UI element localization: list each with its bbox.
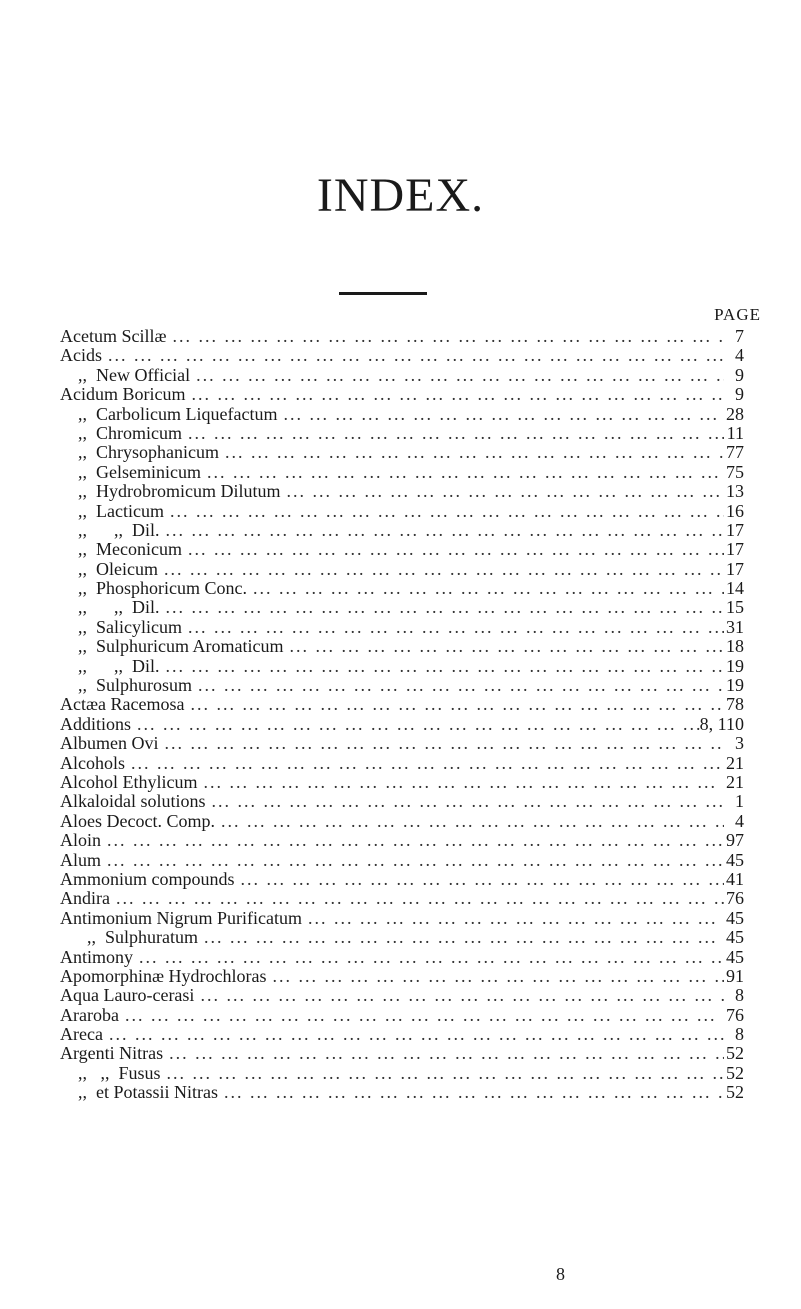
ditto-mark: ,, ,, (60, 520, 132, 540)
entry-page-number: 4 (735, 811, 744, 831)
entry-page-number: 75 (726, 462, 744, 482)
dot-leader (160, 598, 724, 617)
entry-label: Antimonium Nigrum Purificatum (60, 908, 302, 928)
entry-label: Apomorphinæ Hydrochloras (60, 966, 267, 986)
ditto-mark: ,, (60, 462, 96, 482)
entry-label: Fusus (118, 1063, 161, 1083)
dot-leader (125, 754, 724, 773)
entry-page-number: 97 (726, 831, 744, 851)
entry-page-number: 15 (726, 598, 744, 618)
dot-leader (101, 831, 724, 850)
entry-page-number: 52 (726, 1083, 744, 1103)
index-entry (60, 637, 744, 656)
entry-page-number: 11 (726, 423, 744, 443)
entry-label: Alum (60, 850, 102, 870)
index-entry (60, 851, 744, 870)
entry-label: Alcohols (60, 753, 125, 773)
entry-page-number: 19 (726, 676, 744, 696)
index-entry (60, 502, 744, 521)
index-entry (60, 327, 744, 346)
dot-leader (219, 443, 724, 462)
index-entry (60, 346, 744, 365)
index-entry (60, 986, 744, 1005)
entry-page-number: 45 (726, 947, 744, 967)
index-entry (60, 967, 744, 986)
ditto-mark: ,, (60, 928, 105, 948)
entry-page-number: 16 (726, 501, 744, 521)
index-list (60, 327, 744, 1103)
entry-page-number: 8 (735, 1025, 744, 1045)
dot-leader (283, 637, 724, 656)
entry-label: Sulphuratum (105, 928, 198, 948)
index-entry (60, 773, 744, 792)
ditto-mark: ,, ,, (60, 1063, 119, 1083)
entry-page-number: 8, 110 (699, 714, 744, 734)
entry-page-number: 18 (726, 637, 744, 657)
entry-page-number: 9 (735, 385, 744, 405)
dot-leader (247, 579, 724, 598)
entry-label: Acidum Boricum (60, 385, 186, 405)
dot-leader (185, 385, 724, 404)
ditto-mark: ,, (60, 1083, 96, 1103)
entry-page-number: 77 (726, 443, 744, 463)
index-entry (60, 792, 744, 811)
entry-label: Ammonium compounds (60, 869, 235, 889)
index-entry (60, 948, 744, 967)
dot-leader (235, 870, 725, 889)
entry-label: Areca (60, 1025, 103, 1045)
index-entry (60, 812, 744, 831)
index-entry (60, 424, 744, 443)
ditto-mark: ,, ,, (60, 656, 132, 676)
ditto-mark: ,, (60, 540, 96, 560)
index-entry (60, 618, 744, 637)
entry-label: Alkaloidal solutions (60, 792, 206, 812)
index-entry (60, 676, 744, 695)
entry-page-number: 21 (726, 772, 744, 792)
index-entry (60, 870, 744, 889)
ditto-mark: ,, (60, 676, 96, 696)
dot-leader (197, 773, 724, 792)
index-entry (60, 734, 744, 753)
index-entry (60, 560, 744, 579)
index-entry (60, 1064, 744, 1083)
entry-label: Carbolicum Liquefactum (96, 404, 278, 424)
entry-label: Dil. (132, 598, 160, 618)
index-entry (60, 1083, 744, 1102)
entry-page-number: 28 (726, 404, 744, 424)
entry-label: et Potassii Nitras (96, 1083, 218, 1103)
entry-label: Lacticum (96, 501, 164, 521)
entry-page-number: 52 (726, 1063, 744, 1083)
dot-leader (201, 463, 724, 482)
dot-leader (302, 909, 724, 928)
index-entry (60, 715, 744, 734)
dot-leader (215, 812, 724, 831)
ditto-mark: ,, (60, 423, 96, 443)
ditto-mark: ,, (60, 637, 96, 657)
entry-label: Andira (60, 889, 110, 909)
dot-leader (218, 1083, 724, 1102)
dot-leader (182, 424, 724, 443)
dot-leader (266, 967, 724, 986)
dot-leader (160, 521, 724, 540)
entry-label: Argenti Nitras (60, 1044, 164, 1064)
index-entry (60, 405, 744, 424)
entry-page-number: 21 (726, 753, 744, 773)
index-entry (60, 909, 744, 928)
index-entry (60, 928, 744, 947)
ditto-mark: ,, (60, 443, 96, 463)
dot-leader (192, 676, 724, 695)
entry-label: Aqua Lauro-cerasi (60, 986, 195, 1006)
ditto-mark: ,, (60, 617, 96, 637)
dot-leader (167, 327, 725, 346)
entry-page-number: 4 (735, 346, 744, 366)
index-entry (60, 1006, 744, 1025)
entry-label: Sulphurosum (96, 676, 193, 696)
index-entry (60, 754, 744, 773)
entry-page-number: 45 (726, 908, 744, 928)
entry-page-number: 8 (735, 986, 744, 1006)
index-entry (60, 521, 744, 540)
index-entry (60, 831, 744, 850)
entry-label: Dil. (132, 520, 160, 540)
index-entry (60, 598, 744, 617)
ditto-mark: ,, (60, 579, 96, 599)
signature-mark: 8 (556, 1264, 565, 1284)
dot-leader (158, 560, 724, 579)
dot-leader (160, 657, 724, 676)
dot-leader (133, 948, 724, 967)
ditto-mark: ,, (60, 365, 96, 385)
entry-label: Albumen Ovi (60, 734, 159, 754)
entry-label: Phosphoricum Conc. (96, 579, 247, 599)
page-column-header: PAGE (714, 305, 761, 324)
index-entry (60, 695, 744, 714)
entry-label: Salicylicum (96, 617, 182, 637)
entry-label: Araroba (60, 1005, 119, 1025)
entry-label: Alcohol Ethylicum (60, 772, 198, 792)
dot-leader (182, 618, 724, 637)
index-entry (60, 889, 744, 908)
entry-page-number: 76 (726, 1005, 744, 1025)
dot-leader (163, 1044, 724, 1063)
dot-leader (119, 1006, 724, 1025)
entry-page-number: 91 (726, 966, 744, 986)
entry-page-number: 78 (726, 695, 744, 715)
entry-label: Meconicum (96, 540, 182, 560)
index-entry (60, 463, 744, 482)
ditto-mark: ,, (60, 482, 96, 502)
entry-page-number: 41 (726, 869, 744, 889)
entry-label: Dil. (132, 656, 160, 676)
dot-leader (161, 1064, 724, 1083)
dot-leader (159, 734, 725, 753)
entry-label: Aloin (60, 831, 102, 851)
entry-label: Additions (60, 714, 132, 734)
dot-leader (206, 792, 725, 811)
page-title: INDEX. (316, 169, 485, 222)
index-entry (60, 657, 744, 676)
entry-label: Actæa Racemosa (60, 695, 185, 715)
entry-page-number: 17 (726, 559, 744, 579)
dot-leader (280, 482, 724, 501)
entry-page-number: 1 (735, 792, 744, 812)
index-entry (60, 1025, 744, 1044)
entry-page-number: 17 (726, 520, 744, 540)
ditto-mark: ,, ,, (60, 598, 132, 618)
dot-leader (198, 928, 724, 947)
entry-label: Gelseminicum (96, 462, 201, 482)
dot-leader (164, 502, 724, 521)
dot-leader (102, 346, 724, 365)
title-divider (339, 292, 427, 295)
entry-page-number: 9 (735, 365, 744, 385)
dot-leader (182, 540, 724, 559)
index-entry (60, 482, 744, 501)
entry-page-number: 14 (726, 579, 744, 599)
entry-label: New Official (96, 365, 191, 385)
index-entry (60, 1044, 744, 1063)
ditto-mark: ,, (60, 404, 96, 424)
index-entry (60, 366, 744, 385)
entry-page-number: 76 (726, 889, 744, 909)
entry-label: Sulphuricum Aromaticum (96, 637, 284, 657)
entry-label: Acetum Scillæ (60, 327, 167, 346)
entry-label: Aloes Decoct. Comp. (60, 811, 215, 831)
entry-page-number: 45 (726, 850, 744, 870)
ditto-mark: ,, (60, 501, 96, 521)
dot-leader (194, 986, 724, 1005)
dot-leader (101, 851, 724, 870)
entry-page-number: 17 (726, 540, 744, 560)
entry-label: Chrysophanicum (96, 443, 219, 463)
entry-label: Chromicum (96, 423, 182, 443)
dot-leader (184, 695, 724, 714)
entry-page-number: 19 (726, 656, 744, 676)
index-entry (60, 579, 744, 598)
entry-label: Antimony (60, 947, 134, 967)
entry-page-number: 45 (726, 928, 744, 948)
entry-label: Acids (60, 346, 102, 366)
dot-leader (131, 715, 700, 734)
dot-leader (103, 1025, 724, 1044)
dot-leader (277, 405, 724, 424)
entry-page-number: 7 (735, 327, 744, 346)
entry-label: Oleicum (96, 559, 158, 579)
dot-leader (110, 889, 724, 908)
entry-page-number: 31 (726, 617, 744, 637)
entry-label: Hydrobromicum Dilutum (96, 482, 281, 502)
index-entry (60, 443, 744, 462)
entry-page-number: 13 (726, 482, 744, 502)
entry-page-number: 52 (726, 1044, 744, 1064)
ditto-mark: ,, (60, 559, 96, 579)
index-entry (60, 385, 744, 404)
entry-page-number: 3 (735, 734, 744, 754)
index-entry (60, 540, 744, 559)
dot-leader (190, 366, 724, 385)
